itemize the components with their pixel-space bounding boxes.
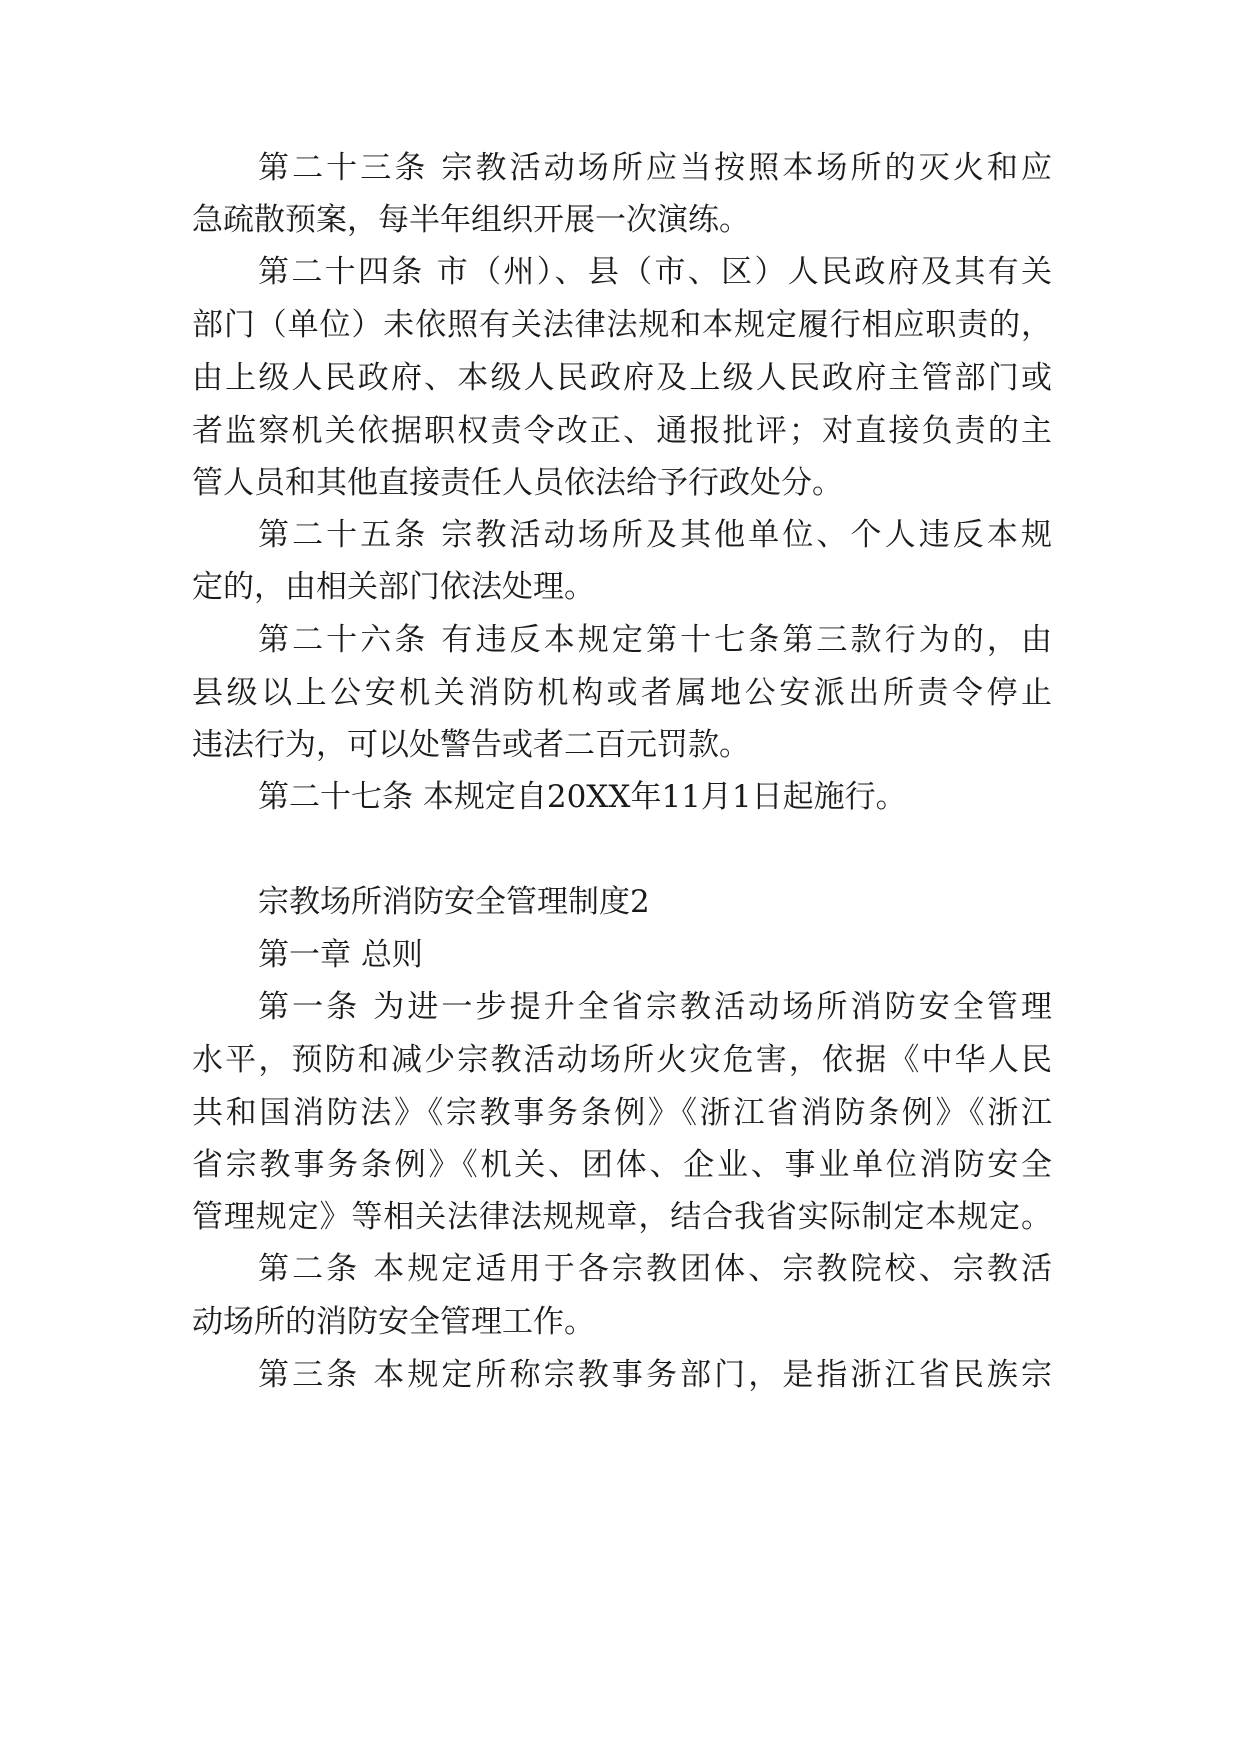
text-line: 管理规定》等相关法律法规规章，结合我省实际制定本规定。 [192,1199,1052,1235]
text-line: 共和国消防法》《宗教事务条例》《浙江省消防条例》《浙江 [192,1095,1052,1131]
chapter-heading: 第一章 总则 [258,937,423,973]
text-line: 由上级人民政府、本级人民政府及上级人民政府主管部门或 [192,360,1052,396]
text-line: 违法行为，可以处警告或者二百元罚款。 [192,727,750,763]
text-line: 水平，预防和减少宗教活动场所火灾危害，依据《中华人民 [192,1042,1052,1078]
text-line: 省宗教事务条例》《机关、团体、企业、事业单位消防安全 [192,1147,1052,1183]
text-line: 第二十四条 市（州）、县（市、区）人民政府及其有关 [258,254,1052,290]
text-line: 第二十三条 宗教活动场所应当按照本场所的灭火和应 [258,150,1052,186]
text-line: 第二条 本规定适用于各宗教团体、宗教院校、宗教活 [258,1251,1052,1287]
text-line: 急疏散预案，每半年组织开展一次演练。 [192,202,750,238]
text-line: 县级以上公安机关消防机构或者属地公安派出所责令停止 [192,675,1052,711]
text-line: 第二十七条 本规定自20XX年11月1日起施行。 [258,779,907,815]
text-line: 定的，由相关部门依法处理。 [192,569,595,605]
text-line: 第三条 本规定所称宗教事务部门，是指浙江省民族宗 [258,1357,1052,1393]
text-line: 者监察机关依据职权责令改正、通报批评；对直接负责的主 [192,413,1052,449]
text-line: 部门（单位）未依照有关法律法规和本规定履行相应职责的， [192,307,1052,343]
text-line: 动场所的消防安全管理工作。 [192,1304,595,1340]
text-line: 管人员和其他直接责任人员依法给予行政处分。 [192,465,843,501]
text-line: 第一条 为进一步提升全省宗教活动场所消防安全管理 [258,989,1052,1025]
section-title: 宗教场所消防安全管理制度2 [258,884,650,920]
text-line: 第二十五条 宗教活动场所及其他单位、个人违反本规 [258,517,1052,553]
text-line: 第二十六条 有违反本规定第十七条第三款行为的，由 [258,622,1052,658]
